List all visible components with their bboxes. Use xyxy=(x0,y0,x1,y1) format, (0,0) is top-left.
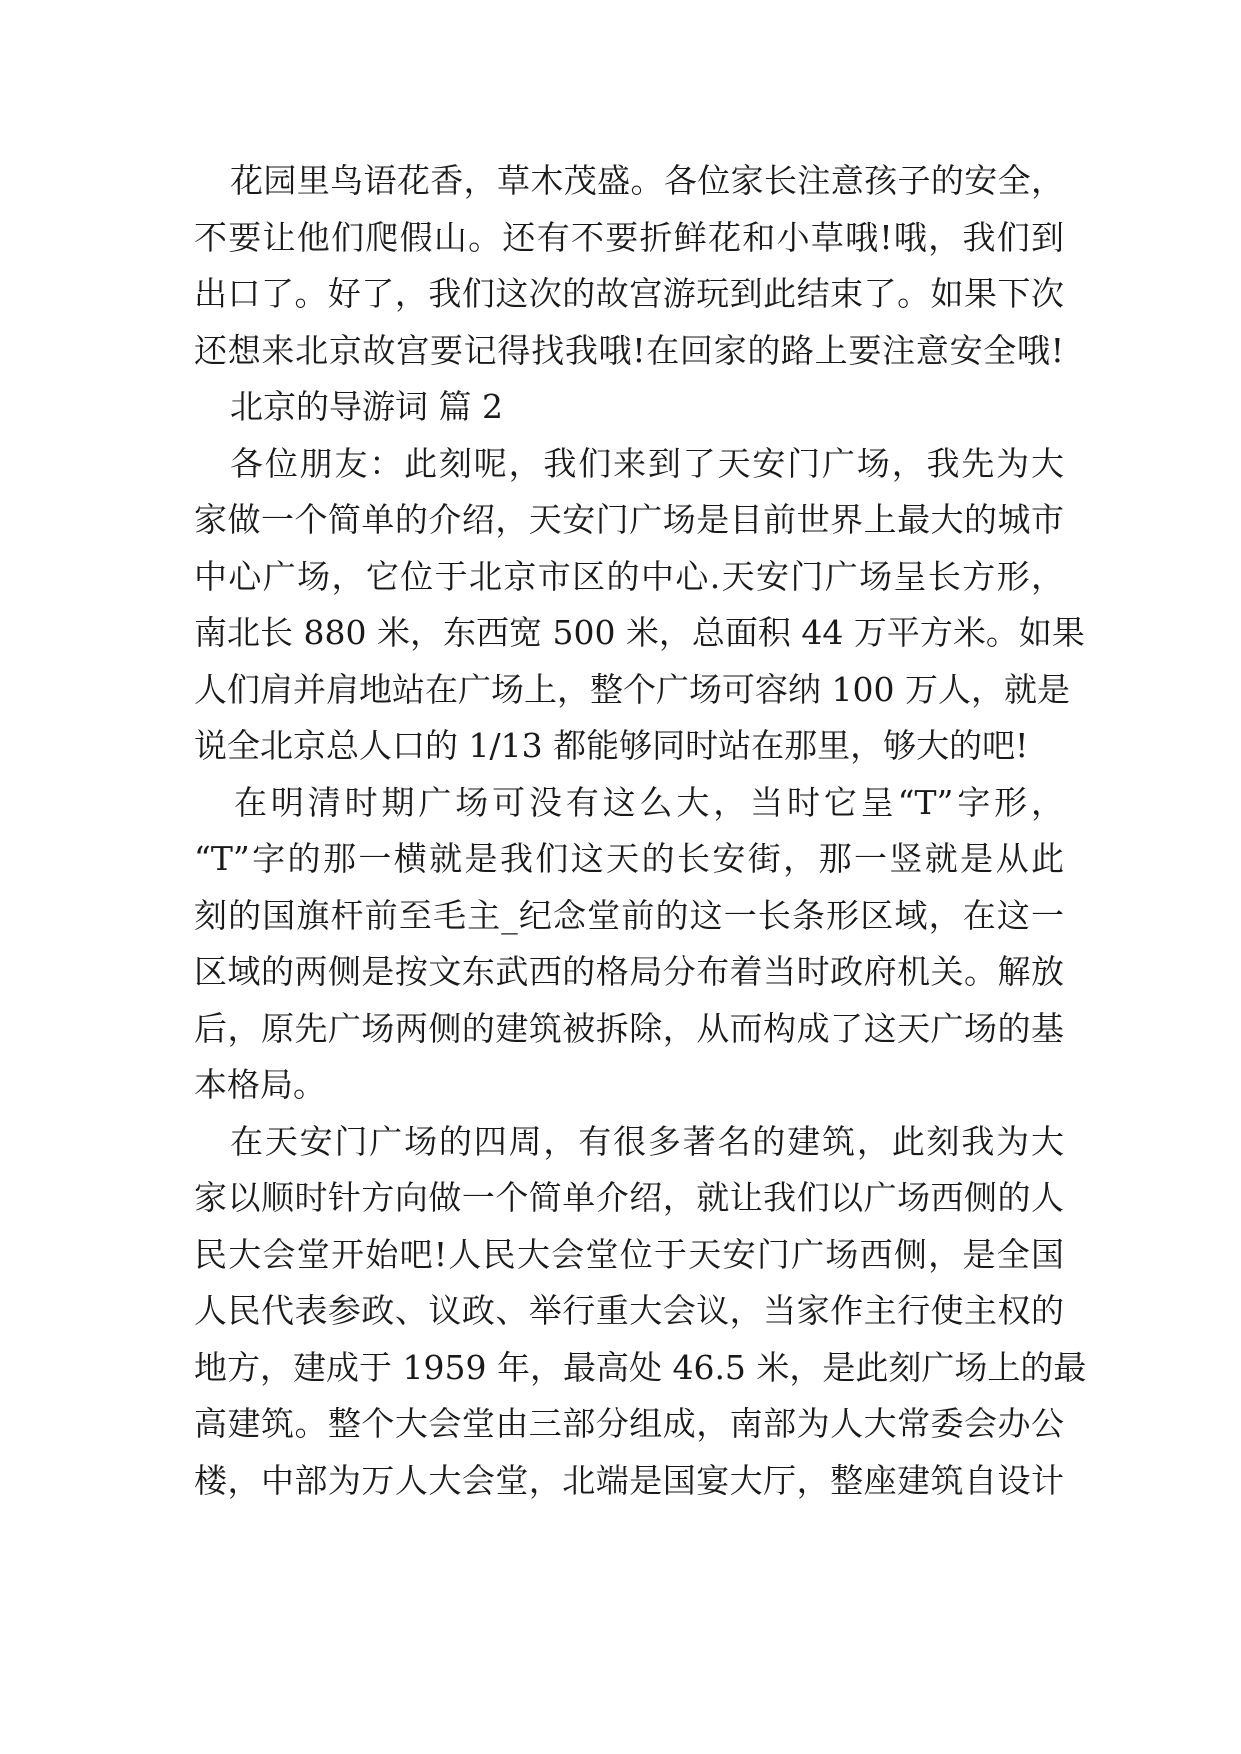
paragraph xyxy=(194,775,1064,1114)
text-line: 刻的国旗杆前至毛主_纪念堂前的这一长条形区域，在这一 xyxy=(194,895,1064,935)
text-line: 地方，建成于 1959 年，最高处 46.5 米，是此刻广场上的最 xyxy=(194,1347,1087,1387)
text-line: 民大会堂开始吧!人民大会堂位于天安门广场西侧，是全国 xyxy=(194,1234,1064,1274)
text-line: 在天安门广场的四周，有很多著名的建筑，此刻我为大 xyxy=(230,1121,1064,1161)
paragraph xyxy=(194,1114,1087,1510)
text-line: 中心广场，它位于北京市区的中心.天安门广场呈长方形， xyxy=(194,556,1064,596)
paragraph xyxy=(194,153,1064,379)
text-line: 说全北京总人口的 1/13 都能够同时站在那里，够大的吧! xyxy=(194,726,1029,765)
text-line: 在明清时期广场可没有这么大，当时它呈“T”字形， xyxy=(234,782,1064,822)
text-line: 家做一个简单的介绍，天安门广场是目前世界上最大的城市 xyxy=(194,500,1064,539)
text-line: 出口了。好了，我们这次的故宫游玩到此结束了。如果下次 xyxy=(194,274,1064,313)
text-line: 南北长 880 米，东西宽 500 米，总面积 44 万平方米。如果 xyxy=(194,613,1085,652)
text-line: 后，原先广场两侧的建筑被拆除，从而构成了这天广场的基 xyxy=(194,1008,1064,1048)
text-line: 各位朋友：此刻呢，我们来到了天安门广场，我先为大 xyxy=(230,443,1064,483)
text-line: 人们肩并肩地站在广场上，整个广场可容纳 100 万人，就是 xyxy=(194,669,1070,709)
text-line: 本格局。 xyxy=(194,1065,326,1104)
document-body xyxy=(194,153,1087,1509)
text-line: 高建筑。整个大会堂由三部分组成，南部为人大常委会办公 xyxy=(194,1404,1064,1443)
text-line: 不要让他们爬假山。还有不要折鲜花和小草哦!哦，我们到 xyxy=(194,217,1064,257)
paragraph xyxy=(194,436,1085,775)
text-line: 区域的两侧是按文东武西的格局分布着当时政府机关。解放 xyxy=(194,952,1064,991)
text-line: 还想来北京故宫要记得找我哦!在回家的路上要注意安全哦! xyxy=(194,330,1064,370)
text-line: 花园里鸟语花香，草木茂盛。各位家长注意孩子的安全， xyxy=(230,161,1064,200)
text-line: 楼，中部为万人大会堂，北端是国宴大厅，整座建筑自设计 xyxy=(194,1460,1064,1500)
section-heading: 北京的导游词 篇 2 xyxy=(230,387,503,426)
text-line: 家以顺时针方向做一个简单介绍，就让我们以广场西侧的人 xyxy=(194,1178,1064,1217)
text-line: “T”字的那一横就是我们这天的长安街，那一竖就是从此 xyxy=(194,839,1064,878)
text-line: 人民代表参政、议政、举行重大会议，当家作主行使主权的 xyxy=(194,1291,1064,1330)
